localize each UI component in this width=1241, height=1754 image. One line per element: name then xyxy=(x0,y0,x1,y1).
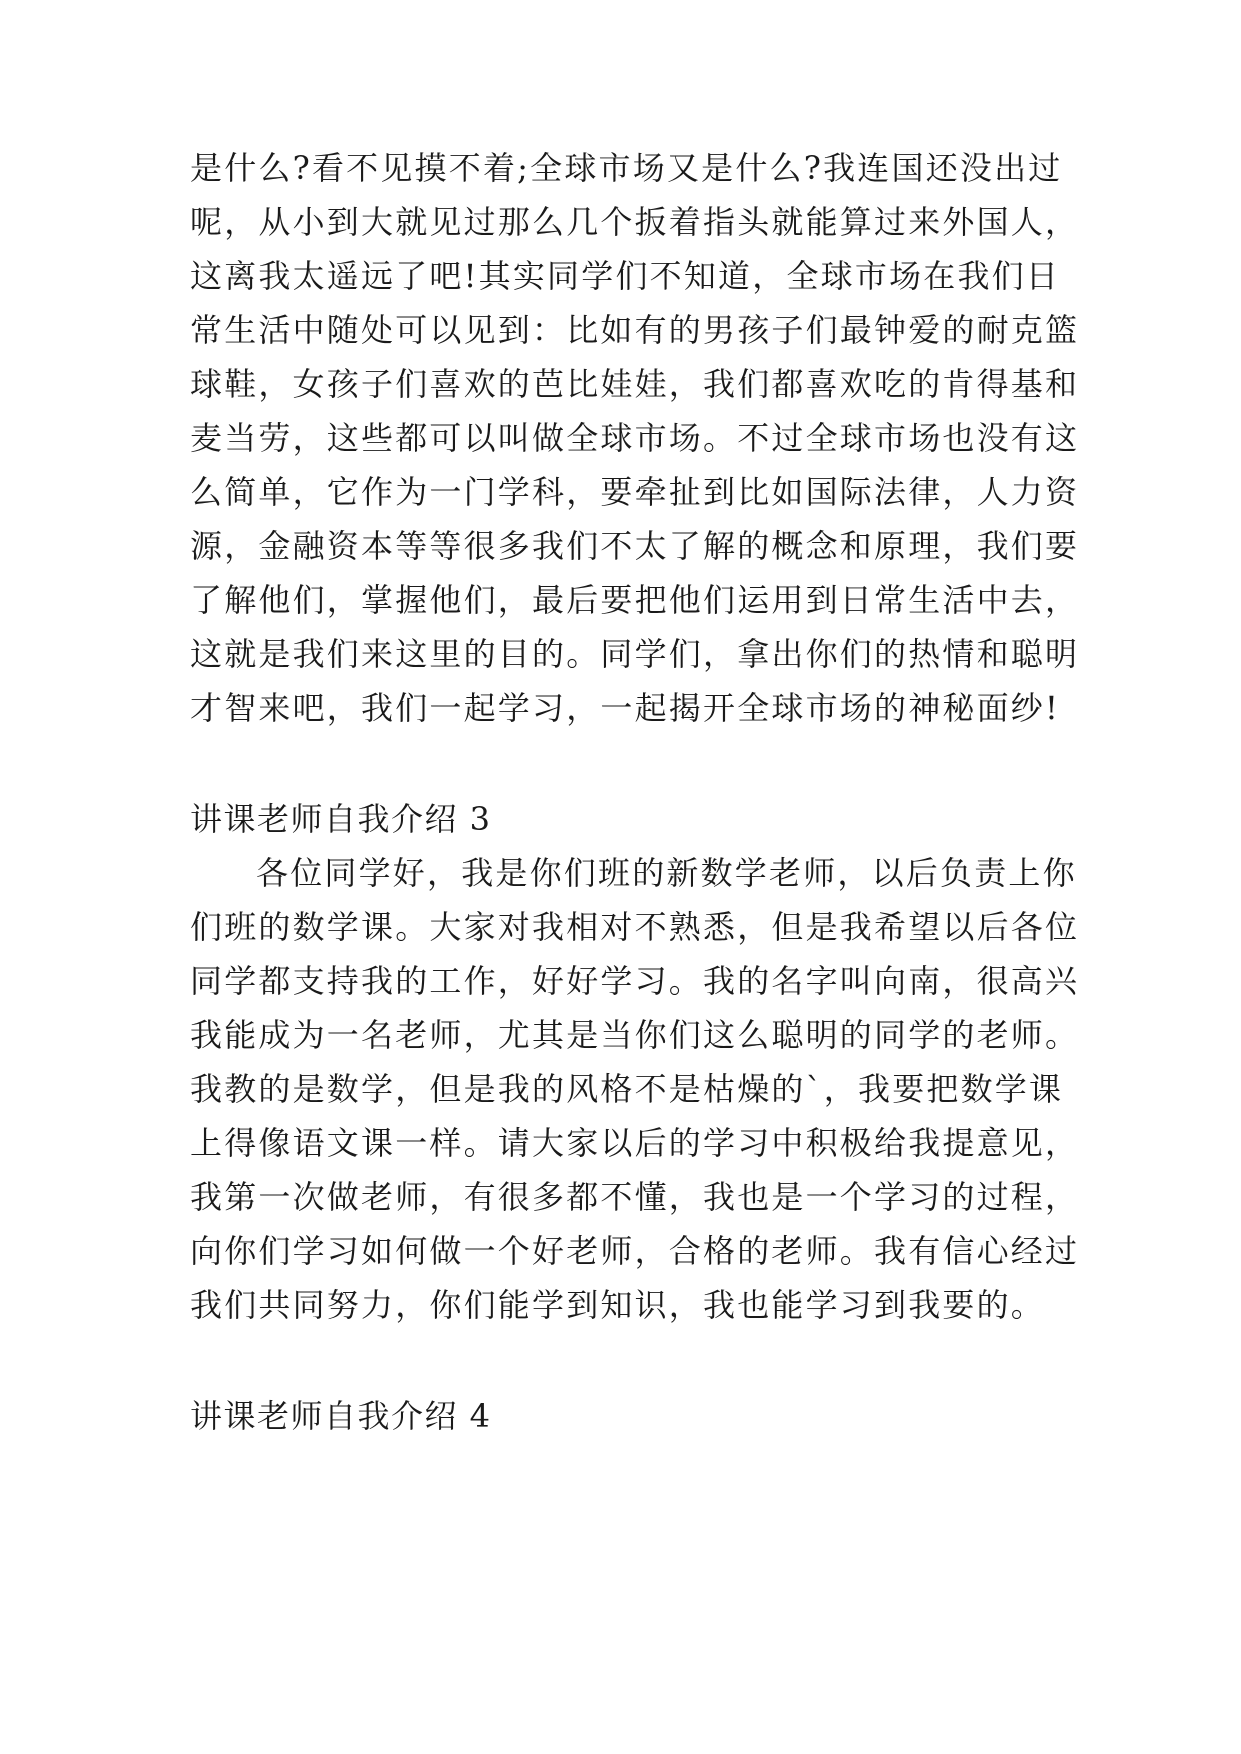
text-line: 常生活中随处可以见到：比如有的男孩子们最钟爱的耐克篮 xyxy=(190,311,1080,349)
text-line: 源，金融资本等等很多我们不太了解的概念和原理，我们要 xyxy=(190,527,1080,565)
text-line: 我能成为一名老师，尤其是当你们这么聪明的同学的老师。 xyxy=(190,1016,1080,1054)
text-line: 上得像语文课一样。请大家以后的学习中积极给我提意见， xyxy=(190,1124,1080,1162)
section-heading-4: 讲课老师自我介绍 4 xyxy=(190,1397,492,1435)
text-line: 了解他们，掌握他们，最后要把他们运用到日常生活中去， xyxy=(190,581,1080,619)
text-line: 才智来吧，我们一起学习，一起揭开全球市场的神秘面纱! xyxy=(190,689,1061,727)
text-line: 呢，从小到大就见过那么几个扳着指头就能算过来外国人， xyxy=(190,203,1080,241)
text-line: 这就是我们来这里的目的。同学们，拿出你们的热情和聪明 xyxy=(190,635,1080,673)
section-heading-3: 讲课老师自我介绍 3 xyxy=(190,800,492,838)
text-line: 向你们学习如何做一个好老师，合格的老师。我有信心经过 xyxy=(190,1232,1080,1270)
text-line: 球鞋，女孩子们喜欢的芭比娃娃，我们都喜欢吃的肯得基和 xyxy=(190,365,1080,403)
text-line: 麦当劳，这些都可以叫做全球市场。不过全球市场也没有这 xyxy=(190,419,1080,457)
text-line: 这离我太遥远了吧!其实同学们不知道，全球市场在我们日 xyxy=(190,257,1061,295)
text-line: 么简单，它作为一门学科，要牵扯到比如国际法律，人力资 xyxy=(190,473,1080,511)
text-line: 我教的是数学，但是我的风格不是枯燥的`，我要把数学课 xyxy=(190,1070,1064,1108)
text-line: 是什么?看不见摸不着;全球市场又是什么?我连国还没出过 xyxy=(190,149,1063,187)
text-line: 同学都支持我的工作，好好学习。我的名字叫向南，很高兴 xyxy=(190,962,1080,1000)
text-line: 各位同学好，我是你们班的新数学老师，以后负责上你 xyxy=(256,854,1077,892)
text-line: 们班的数学课。大家对我相对不熟悉，但是我希望以后各位 xyxy=(190,908,1080,946)
text-line: 我第一次做老师，有很多都不懂，我也是一个学习的过程， xyxy=(190,1178,1080,1216)
text-line: 我们共同努力，你们能学到知识，我也能学习到我要的。 xyxy=(190,1286,1046,1324)
